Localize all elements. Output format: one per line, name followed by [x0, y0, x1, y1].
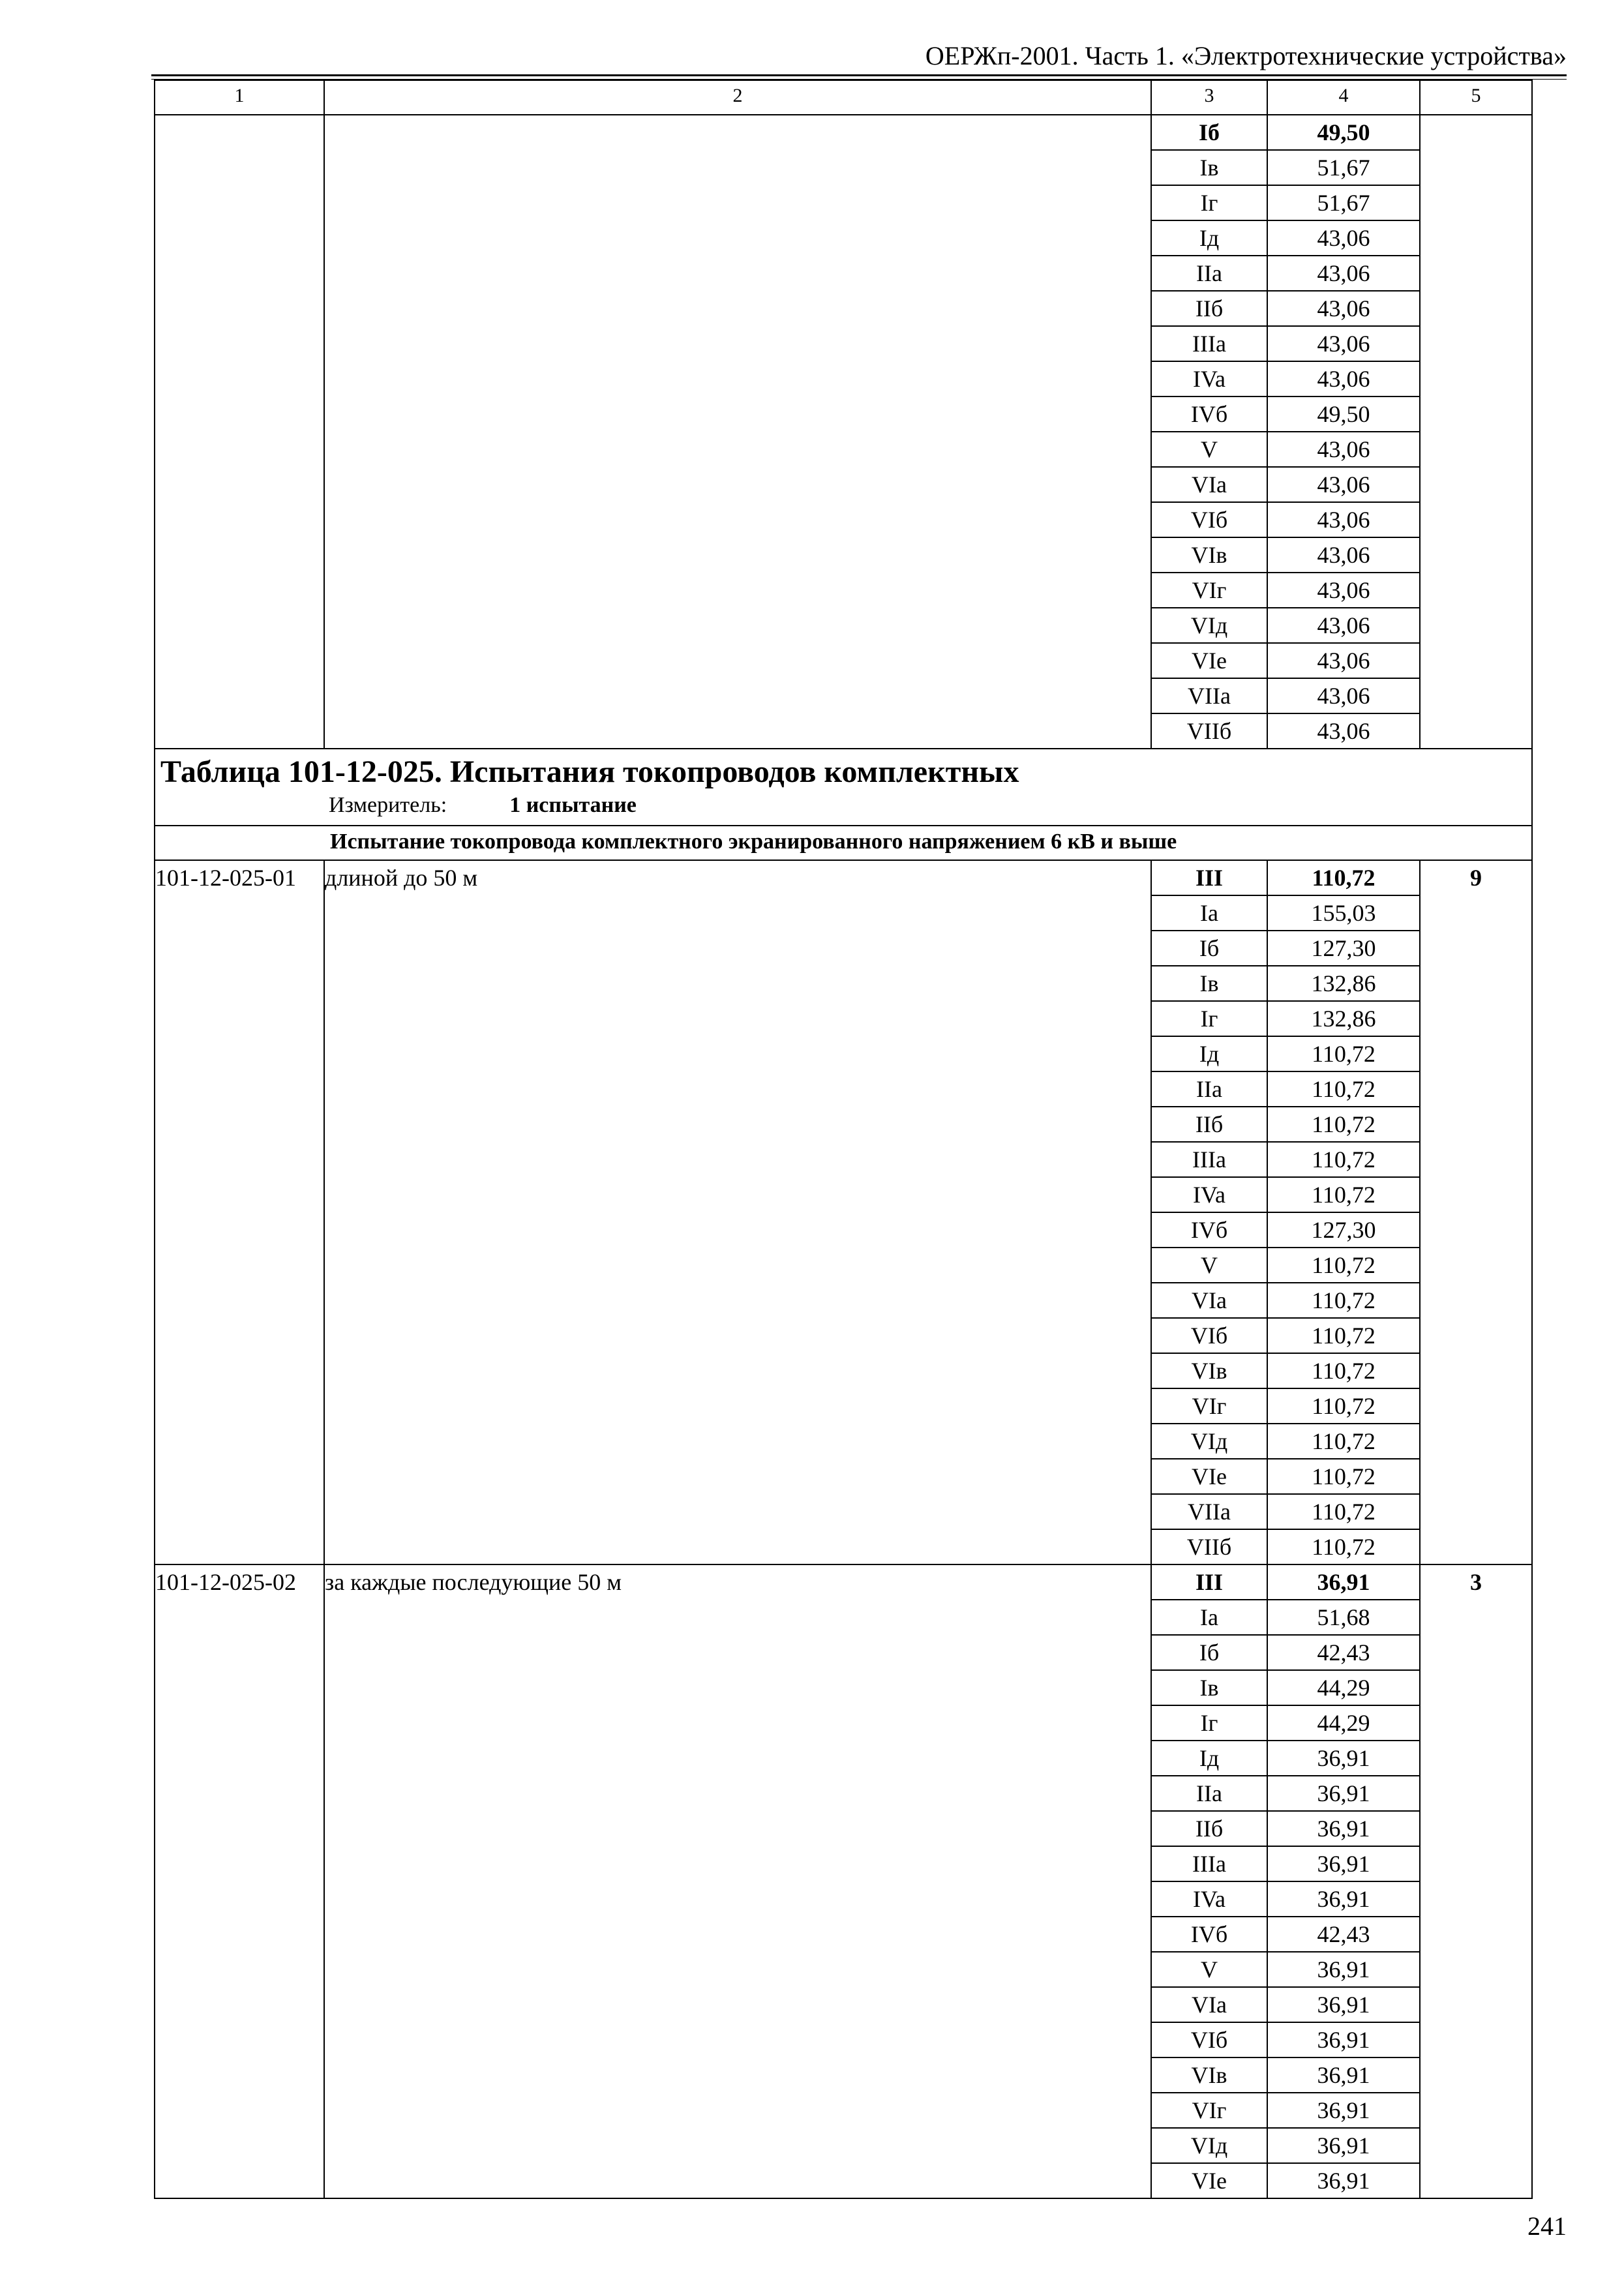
zone-cell: IVa	[1151, 1177, 1267, 1212]
table-title-cell	[155, 749, 1532, 826]
rate-cell: 36,91	[1267, 1776, 1420, 1811]
header-rule	[151, 74, 1567, 76]
table-row	[155, 860, 1532, 895]
zone-cell: V	[1151, 1248, 1267, 1283]
col5-cell: 9	[1420, 860, 1532, 1564]
description-cell: длиной до 50 м	[324, 860, 1151, 1564]
zone-cell: VIIб	[1151, 713, 1267, 749]
rate-cell: 43,06	[1267, 537, 1420, 573]
zone-cell: IVб	[1151, 1917, 1267, 1952]
rate-cell: 110,72	[1267, 1424, 1420, 1459]
table-title: Таблица 101-12-025. Испытания токопроводов комплектных	[160, 755, 1019, 790]
table-row	[155, 1564, 1532, 1600]
rate-cell: 110,72	[1267, 1142, 1420, 1177]
zone-cell: IIб	[1151, 1811, 1267, 1846]
rate-cell: 43,06	[1267, 432, 1420, 467]
zone-cell: VIб	[1151, 1318, 1267, 1353]
zone-cell: V	[1151, 432, 1267, 467]
zone-cell: VIa	[1151, 1283, 1267, 1318]
rate-cell: 43,06	[1267, 608, 1420, 643]
rate-cell: 43,06	[1267, 220, 1420, 256]
rate-cell: 43,06	[1267, 256, 1420, 291]
rate-cell: 44,29	[1267, 1670, 1420, 1705]
zone-cell: VIe	[1151, 643, 1267, 678]
rate-cell: 110,72	[1267, 1529, 1420, 1564]
zone-cell: VIв	[1151, 537, 1267, 573]
zone-cell: VIa	[1151, 467, 1267, 502]
zone-cell: VIв	[1151, 1353, 1267, 1388]
rate-cell: 127,30	[1267, 931, 1420, 966]
zone-cell: IVa	[1151, 361, 1267, 396]
zone-cell: IVб	[1151, 1212, 1267, 1248]
rate-cell: 51,67	[1267, 150, 1420, 185]
meter-value: 1 испытание	[509, 793, 637, 818]
code-cell: 101-12-025-02	[155, 1564, 324, 2198]
rate-cell: 43,06	[1267, 326, 1420, 361]
rate-cell: 110,72	[1267, 1071, 1420, 1107]
rate-cell: 43,06	[1267, 713, 1420, 749]
code-cell: 101-12-025-01	[155, 860, 324, 1564]
zone-cell: Iв	[1151, 966, 1267, 1001]
rate-cell: 36,91	[1267, 2093, 1420, 2128]
code-cell	[155, 115, 324, 749]
zone-cell: VIб	[1151, 502, 1267, 537]
rates-table-body	[155, 80, 1532, 2198]
rate-cell: 51,68	[1267, 1600, 1420, 1635]
rate-cell: 110,72	[1267, 1459, 1420, 1494]
rate-cell: 110,72	[1267, 1107, 1420, 1142]
rate-cell: 127,30	[1267, 1212, 1420, 1248]
rate-cell: 43,06	[1267, 678, 1420, 713]
zone-cell: VIa	[1151, 1987, 1267, 2022]
rate-cell: 132,86	[1267, 966, 1420, 1001]
rate-cell: 42,43	[1267, 1635, 1420, 1670]
description-cell: за каждые последующие 50 м	[324, 1564, 1151, 2198]
zone-cell: Iг	[1151, 1001, 1267, 1036]
zone-cell: Iб	[1151, 1635, 1267, 1670]
table-row	[155, 115, 1532, 150]
zone-cell: Iд	[1151, 220, 1267, 256]
zone-cell: VIд	[1151, 608, 1267, 643]
zone-cell: IIб	[1151, 1107, 1267, 1142]
zone-cell: VIIa	[1151, 678, 1267, 713]
rate-cell: 36,91	[1267, 1952, 1420, 1987]
rate-cell: 43,06	[1267, 573, 1420, 608]
zone-cell: Iв	[1151, 150, 1267, 185]
rate-cell: 110,72	[1267, 1318, 1420, 1353]
zone-cell: Iд	[1151, 1036, 1267, 1071]
zone-cell: IIIa	[1151, 1142, 1267, 1177]
rate-cell: 110,72	[1267, 1248, 1420, 1283]
zone-cell: IVб	[1151, 396, 1267, 432]
rate-cell: 36,91	[1267, 1564, 1420, 1600]
rate-cell: 36,91	[1267, 1811, 1420, 1846]
section-title: Испытание токопровода комплектного экранированного напряжением 6 кВ и выше	[155, 826, 1532, 860]
rate-cell: 36,91	[1267, 1987, 1420, 2022]
rate-cell: 36,91	[1267, 2022, 1420, 2057]
rate-cell: 49,50	[1267, 115, 1420, 150]
zone-cell: IIIa	[1151, 326, 1267, 361]
rate-cell: 110,72	[1267, 1388, 1420, 1424]
rate-cell: 36,91	[1267, 2057, 1420, 2093]
rate-cell: 110,72	[1267, 1283, 1420, 1318]
zone-cell: VIг	[1151, 1388, 1267, 1424]
rate-cell: 110,72	[1267, 1494, 1420, 1529]
rate-cell: 43,06	[1267, 467, 1420, 502]
zone-cell: Iб	[1151, 931, 1267, 966]
rate-cell: 36,91	[1267, 2163, 1420, 2198]
column-number: 3	[1151, 80, 1267, 115]
zone-cell: Ia	[1151, 1600, 1267, 1635]
rate-cell: 110,72	[1267, 1353, 1420, 1388]
zone-cell: Iв	[1151, 1670, 1267, 1705]
rate-cell: 132,86	[1267, 1001, 1420, 1036]
rate-cell: 42,43	[1267, 1917, 1420, 1952]
rate-cell: 110,72	[1267, 1036, 1420, 1071]
rate-cell: 43,06	[1267, 643, 1420, 678]
column-number: 5	[1420, 80, 1532, 115]
zone-cell: IVa	[1151, 1881, 1267, 1917]
rate-cell: 43,06	[1267, 361, 1420, 396]
rate-cell: 36,91	[1267, 1741, 1420, 1776]
zone-cell: VIIб	[1151, 1529, 1267, 1564]
rate-cell: 51,67	[1267, 185, 1420, 220]
zone-cell: Iг	[1151, 1705, 1267, 1741]
column-number: 1	[155, 80, 324, 115]
rate-cell: 155,03	[1267, 895, 1420, 931]
zone-cell: III	[1151, 860, 1267, 895]
zone-cell: VIIa	[1151, 1494, 1267, 1529]
section-title-row	[155, 826, 1532, 860]
page-number: 241	[1527, 2211, 1567, 2241]
zone-cell: IIIa	[1151, 1846, 1267, 1881]
zone-cell: VIe	[1151, 2163, 1267, 2198]
rate-cell: 110,72	[1267, 1177, 1420, 1212]
rate-cell: 43,06	[1267, 502, 1420, 537]
zone-cell: IIa	[1151, 1776, 1267, 1811]
zone-cell: VIд	[1151, 1424, 1267, 1459]
zone-cell: Ia	[1151, 895, 1267, 931]
rate-cell: 36,91	[1267, 2128, 1420, 2163]
zone-cell: VIд	[1151, 2128, 1267, 2163]
rate-cell: 110,72	[1267, 860, 1420, 895]
meter-line	[160, 791, 1525, 820]
zone-cell: V	[1151, 1952, 1267, 1987]
col5-cell	[1420, 115, 1532, 749]
rate-cell: 43,06	[1267, 291, 1420, 326]
zone-cell: VIб	[1151, 2022, 1267, 2057]
zone-cell: Iб	[1151, 115, 1267, 150]
column-number-row	[155, 80, 1532, 115]
col5-cell: 3	[1420, 1564, 1532, 2198]
zone-cell: IIб	[1151, 291, 1267, 326]
rates-table	[154, 80, 1533, 2199]
running-header: ОЕРЖп-2001. Часть 1. «Электротехнические устройства»	[925, 41, 1567, 70]
column-number: 4	[1267, 80, 1420, 115]
zone-cell: VIг	[1151, 573, 1267, 608]
rate-cell: 44,29	[1267, 1705, 1420, 1741]
zone-cell: IIa	[1151, 1071, 1267, 1107]
rate-cell: 36,91	[1267, 1846, 1420, 1881]
rate-cell: 49,50	[1267, 396, 1420, 432]
zone-cell: Iг	[1151, 185, 1267, 220]
zone-cell: Iд	[1151, 1741, 1267, 1776]
table-title-row	[155, 749, 1532, 826]
zone-cell: III	[1151, 1564, 1267, 1600]
rate-cell: 36,91	[1267, 1881, 1420, 1917]
column-number: 2	[324, 80, 1151, 115]
zone-cell: VIг	[1151, 2093, 1267, 2128]
zone-cell: VIe	[1151, 1459, 1267, 1494]
description-cell	[324, 115, 1151, 749]
meter-label: Измеритель:	[329, 793, 447, 818]
zone-cell: VIв	[1151, 2057, 1267, 2093]
zone-cell: IIa	[1151, 256, 1267, 291]
